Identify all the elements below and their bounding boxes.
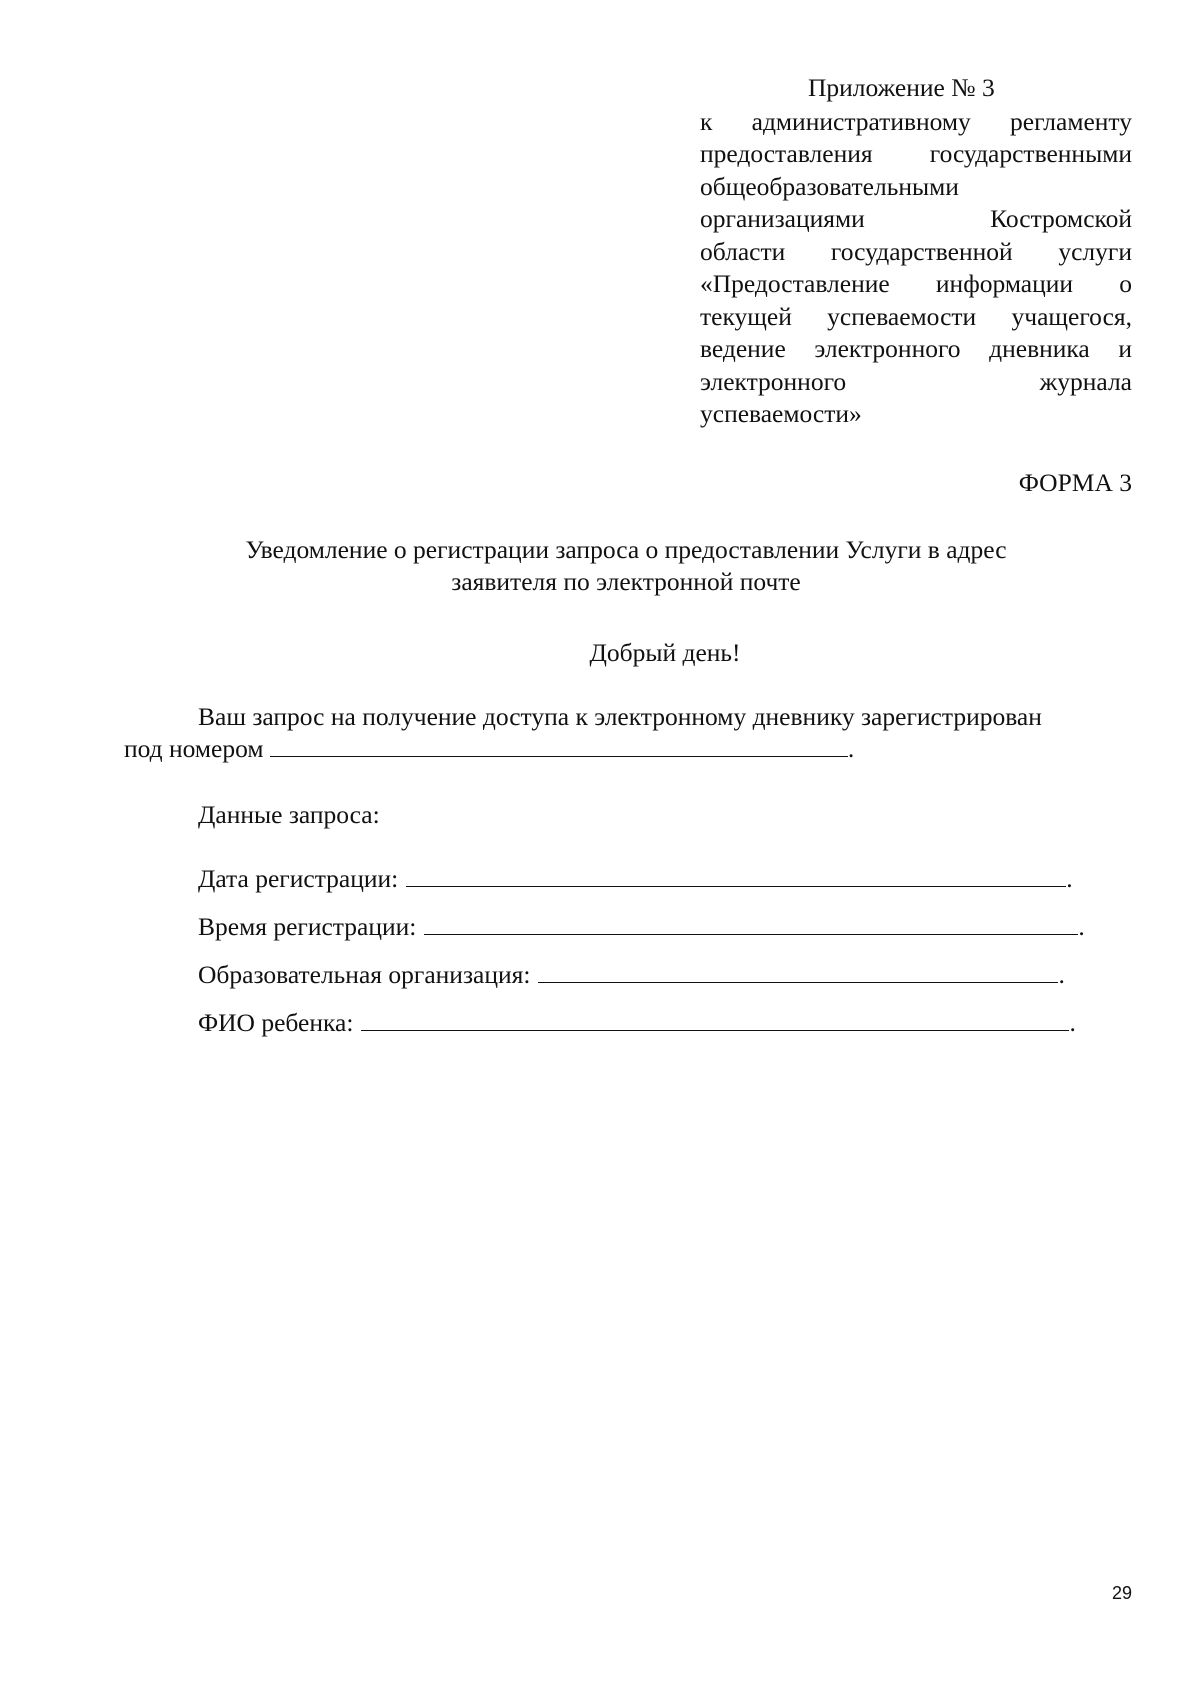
request-number-label: под номером [124, 734, 264, 763]
document-heading [120, 534, 1132, 598]
appendix-line: области государственной услуги [700, 236, 1132, 266]
heading-line-1: Уведомление о регистрации запроса о предоставлении Услуги в адрес [245, 535, 1007, 564]
field-label: Образовательная организация: [198, 960, 531, 989]
educational-organization-blank[interactable] [538, 960, 1058, 983]
form-label: ФОРМА 3 [1018, 468, 1132, 497]
field-registration-date [198, 864, 1073, 894]
greeting: Добрый день! [589, 638, 741, 667]
request-data-label: Данные запроса: [198, 800, 380, 829]
page-number: 29 [1111, 1583, 1132, 1603]
appendix-line: электронного журнала [700, 366, 1132, 396]
appendix-line: к административному регламенту [700, 106, 1132, 136]
appendix-line: предоставления государственными [700, 139, 1132, 168]
appendix-line: организациями Костромской [700, 204, 1132, 233]
appendix-line: «Предоставление информации о [700, 269, 1132, 298]
field-registration-time [198, 912, 1085, 942]
request-line-1: Ваш запрос на получение доступа к электронному дневнику зарегистрирован [198, 702, 1042, 731]
field-label: Дата регистрации: [198, 864, 399, 893]
request-number-blank[interactable] [270, 734, 848, 757]
field-period: . [1069, 1008, 1076, 1037]
field-label: ФИО ребенка: [198, 1008, 354, 1037]
appendix-line: текущей успеваемости учащегося, [700, 301, 1132, 331]
appendix-title: Приложение № 3 [808, 73, 995, 102]
field-label: Время регистрации: [198, 912, 417, 941]
appendix-line: ведение электронного дневника и [700, 334, 1132, 363]
child-name-blank[interactable] [361, 1008, 1069, 1031]
appendix-line: общеобразовательными [700, 171, 959, 201]
request-line-2 [124, 733, 1134, 765]
request-paragraph [124, 701, 1134, 765]
registration-time-blank[interactable] [424, 912, 1078, 935]
field-period: . [1078, 912, 1085, 941]
field-educational-organization [198, 960, 1065, 990]
heading-line-2: заявителя по электронной почте [451, 567, 801, 596]
field-child-name [198, 1008, 1076, 1038]
registration-date-blank[interactable] [406, 864, 1066, 887]
appendix-line: успеваемости» [700, 399, 862, 428]
appendix-block [700, 72, 1132, 431]
field-period: . [1058, 960, 1065, 989]
field-period: . [1066, 864, 1073, 893]
request-number-period: . [847, 734, 855, 763]
